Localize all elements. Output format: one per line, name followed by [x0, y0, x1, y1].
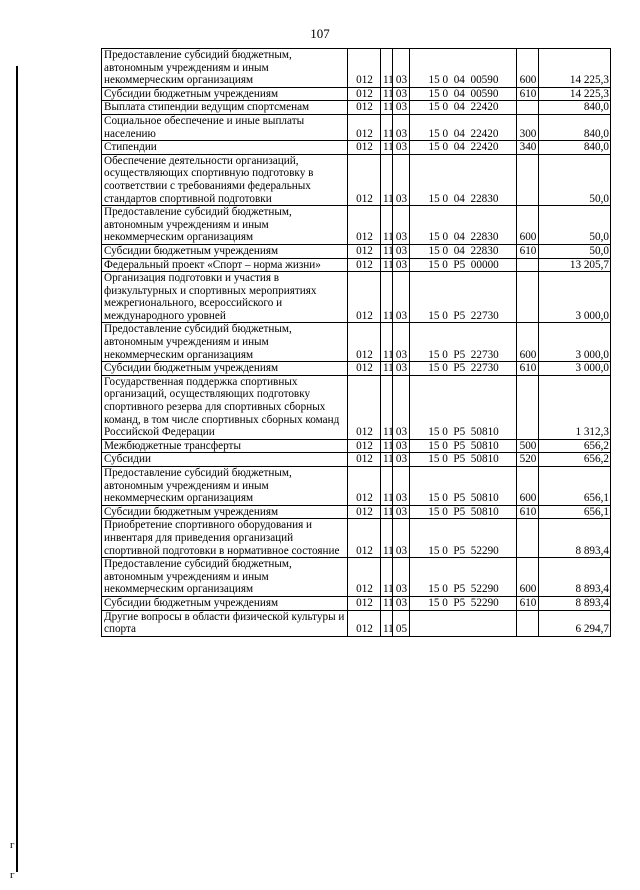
row-expense-type: [517, 375, 539, 439]
row-section: 11: [381, 87, 393, 101]
table-row: [102, 362, 611, 376]
row-target-article: 15 0 P5 50810: [410, 453, 517, 467]
row-section: 11: [381, 206, 393, 245]
budget-table: [101, 48, 611, 637]
row-amount: 840,0: [539, 114, 611, 140]
row-target-article: 15 0 04 00590: [410, 49, 517, 88]
row-amount: 840,0: [539, 141, 611, 155]
row-amount: 50,0: [539, 206, 611, 245]
table-row: [102, 87, 611, 101]
row-ved: 012: [348, 141, 381, 155]
row-ved: 012: [348, 87, 381, 101]
row-target-article: 15 0 P5 52290: [410, 519, 517, 558]
row-name: Организация подготовки и участия в физкультурных и спортивных мероприятиях межрегионального, всероссийского и международного уровней: [102, 272, 348, 323]
row-subsection: 03: [393, 375, 410, 439]
row-ved: 012: [348, 439, 381, 453]
row-amount: 8 893,4: [539, 596, 611, 610]
row-expense-type: [517, 258, 539, 272]
row-section: 11: [381, 375, 393, 439]
row-expense-type: [517, 101, 539, 115]
row-ved: 012: [348, 114, 381, 140]
row-section: 11: [381, 272, 393, 323]
table-row: [102, 258, 611, 272]
margin-mark: г: [10, 869, 15, 881]
row-subsection: 03: [393, 244, 410, 258]
row-name: Предоставление субсидий бюджетным, автономным учреждениям и иным некоммерческим организациям: [102, 206, 348, 245]
row-amount: 1 312,3: [539, 375, 611, 439]
row-amount: 8 893,4: [539, 558, 611, 597]
row-section: 11: [381, 439, 393, 453]
row-amount: 3 000,0: [539, 272, 611, 323]
row-section: 11: [381, 323, 393, 362]
row-subsection: 03: [393, 272, 410, 323]
row-amount: 840,0: [539, 101, 611, 115]
row-target-article: 15 0 P5 50810: [410, 505, 517, 519]
row-subsection: 03: [393, 453, 410, 467]
row-section: 11: [381, 558, 393, 597]
row-name: Государственная поддержка спортивных организаций, осуществляющих подготовку спортивного резерва для спортивных сборных команд, в том числе спортивных сборных команд Российской Федерации: [102, 375, 348, 439]
row-amount: 3 000,0: [539, 362, 611, 376]
row-subsection: 03: [393, 362, 410, 376]
row-subsection: 03: [393, 114, 410, 140]
row-section: 11: [381, 101, 393, 115]
row-expense-type: 300: [517, 114, 539, 140]
row-expense-type: 610: [517, 87, 539, 101]
row-name: Предоставление субсидий бюджетным, автономным учреждениям и иным некоммерческим организациям: [102, 558, 348, 597]
row-subsection: 05: [393, 610, 410, 636]
table-row: [102, 272, 611, 323]
row-section: 11: [381, 519, 393, 558]
row-name: Федеральный проект «Спорт – норма жизни»: [102, 258, 348, 272]
table-row: [102, 141, 611, 155]
row-ved: 012: [348, 101, 381, 115]
row-subsection: 03: [393, 49, 410, 88]
row-name: Предоставление субсидий бюджетным, автономным учреждениям и иным некоммерческим организациям: [102, 49, 348, 88]
row-target-article: 15 0 P5 00000: [410, 258, 517, 272]
row-name: Субсидии бюджетным учреждениям: [102, 362, 348, 376]
margin-rule: [16, 66, 18, 872]
row-amount: 656,2: [539, 439, 611, 453]
row-section: 11: [381, 49, 393, 88]
row-expense-type: 610: [517, 244, 539, 258]
row-section: 11: [381, 610, 393, 636]
row-section: 11: [381, 114, 393, 140]
row-section: 11: [381, 154, 393, 205]
row-ved: 012: [348, 49, 381, 88]
table-row: [102, 558, 611, 597]
row-target-article: 15 0 P5 50810: [410, 439, 517, 453]
row-expense-type: 600: [517, 558, 539, 597]
row-section: 11: [381, 362, 393, 376]
row-name: Стипендии: [102, 141, 348, 155]
row-subsection: 03: [393, 258, 410, 272]
row-name: Предоставление субсидий бюджетным, автономным учреждениям и иным некоммерческим организациям: [102, 467, 348, 506]
row-ved: 012: [348, 505, 381, 519]
row-expense-type: [517, 610, 539, 636]
table-row: [102, 439, 611, 453]
row-section: 11: [381, 258, 393, 272]
table-body: [102, 49, 611, 637]
row-name: Выплата стипендии ведущим спортсменам: [102, 101, 348, 115]
row-expense-type: 340: [517, 141, 539, 155]
row-expense-type: [517, 154, 539, 205]
row-subsection: 03: [393, 101, 410, 115]
row-target-article: 15 0 P5 50810: [410, 375, 517, 439]
table-row: [102, 519, 611, 558]
table-row: [102, 453, 611, 467]
row-subsection: 03: [393, 596, 410, 610]
row-expense-type: 600: [517, 467, 539, 506]
row-target-article: 15 0 P5 50810: [410, 467, 517, 506]
row-section: 11: [381, 505, 393, 519]
row-name: Субсидии: [102, 453, 348, 467]
row-target-article: 15 0 04 22420: [410, 141, 517, 155]
row-target-article: [410, 610, 517, 636]
table-row: [102, 154, 611, 205]
row-subsection: 03: [393, 505, 410, 519]
row-subsection: 03: [393, 558, 410, 597]
row-expense-type: 610: [517, 505, 539, 519]
row-ved: 012: [348, 272, 381, 323]
row-name: Субсидии бюджетным учреждениям: [102, 505, 348, 519]
row-subsection: 03: [393, 206, 410, 245]
table-row: [102, 505, 611, 519]
table-row: [102, 206, 611, 245]
row-subsection: 03: [393, 467, 410, 506]
row-amount: 656,2: [539, 453, 611, 467]
margin-mark: г: [10, 839, 15, 851]
row-section: 11: [381, 467, 393, 506]
row-expense-type: 600: [517, 323, 539, 362]
row-name: Субсидии бюджетным учреждениям: [102, 244, 348, 258]
row-ved: 012: [348, 467, 381, 506]
row-target-article: 15 0 04 22420: [410, 101, 517, 115]
page-number: 107: [310, 26, 330, 41]
row-amount: 8 893,4: [539, 519, 611, 558]
row-subsection: 03: [393, 323, 410, 362]
row-target-article: 15 0 04 22830: [410, 206, 517, 245]
row-name: Социальное обеспечение и иные выплаты населению: [102, 114, 348, 140]
row-ved: 012: [348, 362, 381, 376]
row-amount: 50,0: [539, 154, 611, 205]
row-target-article: 15 0 P5 52290: [410, 596, 517, 610]
table-row: [102, 610, 611, 636]
table-row: [102, 323, 611, 362]
table-row: [102, 101, 611, 115]
table-row: [102, 244, 611, 258]
table-row: [102, 114, 611, 140]
row-section: 11: [381, 596, 393, 610]
row-amount: 3 000,0: [539, 323, 611, 362]
row-name: Субсидии бюджетным учреждениям: [102, 87, 348, 101]
row-ved: 012: [348, 596, 381, 610]
row-section: 11: [381, 141, 393, 155]
row-expense-type: 500: [517, 439, 539, 453]
row-target-article: 15 0 04 00590: [410, 87, 517, 101]
row-expense-type: [517, 272, 539, 323]
row-target-article: 15 0 04 22830: [410, 154, 517, 205]
row-subsection: 03: [393, 141, 410, 155]
row-name: Приобретение спортивного оборудования и инвентаря для приведения организаций спортивной подготовки в нормативное состояние: [102, 519, 348, 558]
row-expense-type: 600: [517, 49, 539, 88]
row-ved: 012: [348, 244, 381, 258]
table-row: [102, 375, 611, 439]
row-ved: 012: [348, 206, 381, 245]
row-target-article: 15 0 P5 22730: [410, 362, 517, 376]
row-amount: 656,1: [539, 467, 611, 506]
row-amount: 50,0: [539, 244, 611, 258]
row-name: Другие вопросы в области физической культуры и спорта: [102, 610, 348, 636]
row-section: 11: [381, 453, 393, 467]
row-expense-type: 610: [517, 596, 539, 610]
row-ved: 012: [348, 558, 381, 597]
row-target-article: 15 0 04 22420: [410, 114, 517, 140]
row-target-article: 15 0 04 22830: [410, 244, 517, 258]
row-subsection: 03: [393, 439, 410, 453]
row-target-article: 15 0 P5 52290: [410, 558, 517, 597]
row-subsection: 03: [393, 519, 410, 558]
row-target-article: 15 0 P5 22730: [410, 323, 517, 362]
row-amount: 6 294,7: [539, 610, 611, 636]
table-row: [102, 49, 611, 88]
row-expense-type: 520: [517, 453, 539, 467]
row-name: Предоставление субсидий бюджетным, автономным учреждениям и иным некоммерческим организациям: [102, 323, 348, 362]
row-expense-type: [517, 519, 539, 558]
row-amount: 14 225,3: [539, 87, 611, 101]
table-row: [102, 467, 611, 506]
row-ved: 012: [348, 519, 381, 558]
row-expense-type: 600: [517, 206, 539, 245]
row-name: Субсидии бюджетным учреждениям: [102, 596, 348, 610]
row-amount: 14 225,3: [539, 49, 611, 88]
row-ved: 012: [348, 453, 381, 467]
row-section: 11: [381, 244, 393, 258]
row-ved: 012: [348, 323, 381, 362]
row-ved: 012: [348, 258, 381, 272]
row-amount: 656,1: [539, 505, 611, 519]
row-ved: 012: [348, 154, 381, 205]
row-amount: 13 205,7: [539, 258, 611, 272]
row-subsection: 03: [393, 87, 410, 101]
row-ved: 012: [348, 610, 381, 636]
row-name: Межбюджетные трансферты: [102, 439, 348, 453]
row-target-article: 15 0 P5 22730: [410, 272, 517, 323]
row-name: Обеспечение деятельности организаций, осуществляющих спортивную подготовку в соответствии с требованиями федеральных стандартов спортивной подготовки: [102, 154, 348, 205]
row-ved: 012: [348, 375, 381, 439]
table-row: [102, 596, 611, 610]
row-expense-type: 610: [517, 362, 539, 376]
row-subsection: 03: [393, 154, 410, 205]
